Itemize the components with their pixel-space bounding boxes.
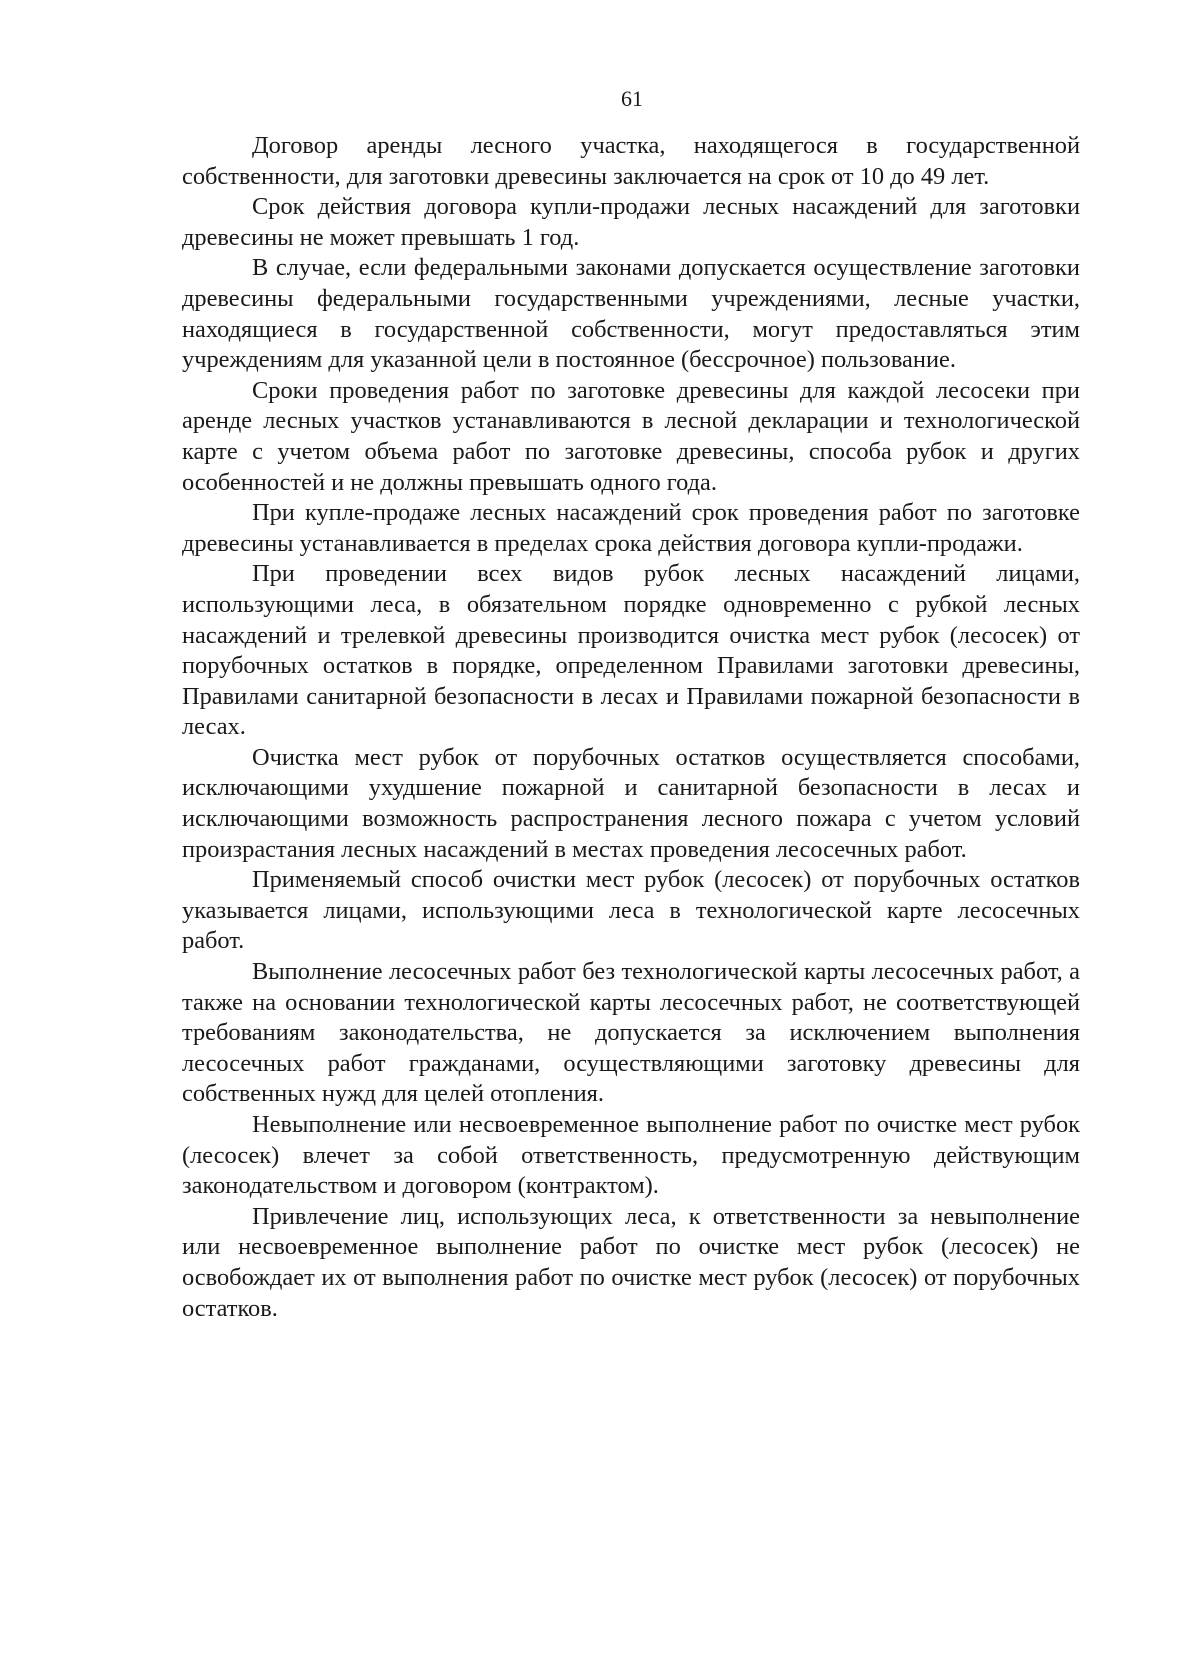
paragraph-method-in-tech-map: Применяемый способ очистки мест рубок (лесосек) от порубочных остатков указывается лицами, использующими леса в технологической карте лесосечных работ. (182, 866, 1080, 955)
paragraph-liability: Невыполнение или несвоевременное выполнение работ по очистке мест рубок (лесосек) влечет за собой ответственность, предусмотренную действующим законодательством и договором (контрактом). (182, 1111, 1080, 1200)
page-number: 61 (621, 86, 643, 111)
paragraph-sale-work-period: При купле-продаже лесных насаждений срок проведения работ по заготовке древесины устанавливается в пределах срока действия договора купли-продажи. (182, 499, 1080, 557)
paragraph-liability-no-release: Привлечение лиц, использующих леса, к ответственности за невыполнение или несвоевременное выполнение работ по очистке мест рубок (лесосек) не освобождает их от выполнения работ по очистке мест рубок (лесосек) от порубочных остатков. (182, 1202, 1080, 1322)
paragraph-tech-map-requirement: Выполнение лесосечных работ без технологической карты лесосечных работ, а также на основании технологической карты лесосечных работ, не соответствующей требованиям законодательства, не допускается за исключением выполнения лесосечных работ гражданами, осуществляющими заготовку древесины для собственных нужд для целей отопления. (182, 958, 1080, 1108)
document-body (182, 131, 1080, 1324)
paragraph-clearing-cutting-sites: При проведении всех видов рубок лесных насаждений лицами, использующими леса, в обязательном порядке одновременно с рубкой лесных насаждений и трелевкой древесины производится очистка мест рубок (лесосек) от порубочных остатков в порядке, определенном Правилами заготовки древесины, Правилами санитарной безопасности в лесах и Правилами пожарной безопасности в лесах. (182, 560, 1080, 741)
paragraph-clearing-methods: Очистка мест рубок от порубочных остатков осуществляется способами, исключающими ухудшение пожарной и санитарной безопасности в лесах и исключающими возможность распространения лесного пожара с учетом условий произрастания лесных насаждений в местах проведения лесосечных работ. (182, 743, 1080, 863)
paragraph-lease-term: Договор аренды лесного участка, находящегося в государственной собственности, для заготовки древесины заключается на срок от 10 до 49 лет. (182, 132, 1080, 190)
paragraph-work-deadlines: Сроки проведения работ по заготовке древесины для каждой лесосеки при аренде лесных участков устанавливаются в лесной декларации и технологической карте с учетом объема работ по заготовке древесины, способа рубок и других особенностей и не должны превышать одного года. (182, 376, 1080, 496)
paragraph-state-institutions: В случае, если федеральными законами допускается осуществление заготовки древесины федеральными государственными учреждениями, лесные участки, находящиеся в государственной собственности, могут предоставляться этим учреждениям для указанной цели в постоянное (бессрочное) пользование. (182, 254, 1080, 374)
paragraph-sale-term: Срок действия договора купли-продажи лесных насаждений для заготовки древесины не может превышать 1 год. (182, 193, 1080, 251)
